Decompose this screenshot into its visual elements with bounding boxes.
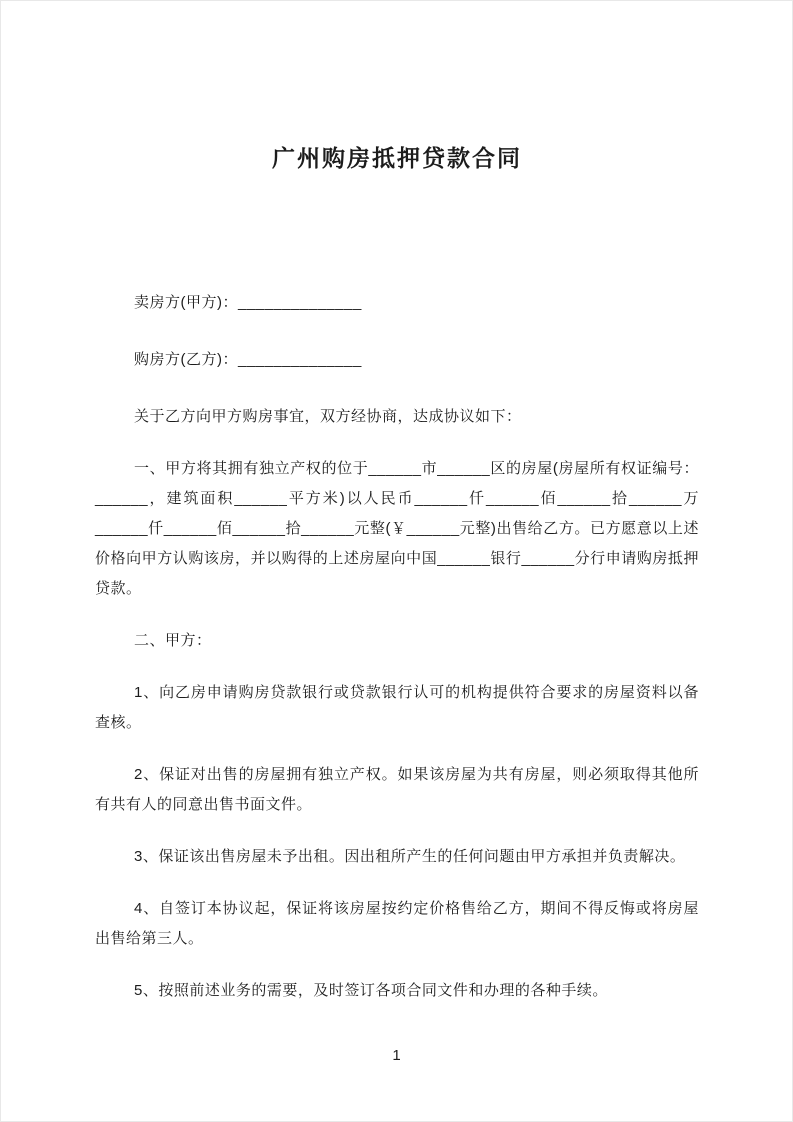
clause-two-item-5: 5、按照前述业务的需要，及时签订各项合同文件和办理的各种手续。 xyxy=(134,982,608,999)
clause-two-item-4: 4、自签订本协议起，保证将该房屋按约定价格售给乙方，期间不得反悔或将房屋出售给第三人。 xyxy=(95,900,699,947)
clause-one-paragraph: 一、甲方将其拥有独立产权的位于______市______区的房屋(房屋所有权证编号： ______，建筑面积______平方米)以人民币______仟______佰______拾______万______仟______佰______拾______元整(￥______元整)出售给乙方。已方愿意以上述价格向甲方认购该房，并以购得的上述房屋向中国______银行______分行申请购房抵押贷款。 xyxy=(95,460,699,597)
buyer-party-line: 购房方(乙方)：______________ xyxy=(134,351,362,368)
intro-paragraph: 关于乙方向甲方购房事宜，双方经协商，达成协议如下： xyxy=(134,408,522,425)
clause-two-item-1: 1、向乙房申请购房贷款银行或贷款银行认可的机构提供符合要求的房屋资料以备查核。 xyxy=(95,684,699,731)
document-title: 广州购房抵押贷款合同 xyxy=(272,145,522,171)
clause-two-item-3: 3、保证该出售房屋未予出租。因出租所产生的任何问题由甲方承担并负责解决。 xyxy=(134,848,686,865)
page-number: 1 xyxy=(392,1047,401,1064)
seller-party-line: 卖房方(甲方)：______________ xyxy=(134,294,362,311)
clause-two-item-2: 2、保证对出售的房屋拥有独立产权。如果该房屋为共有房屋，则必须取得其他所有共有人的同意出售书面文件。 xyxy=(95,766,699,813)
document-content xyxy=(1,1,792,1006)
clause-two-heading: 二、甲方： xyxy=(134,632,212,649)
